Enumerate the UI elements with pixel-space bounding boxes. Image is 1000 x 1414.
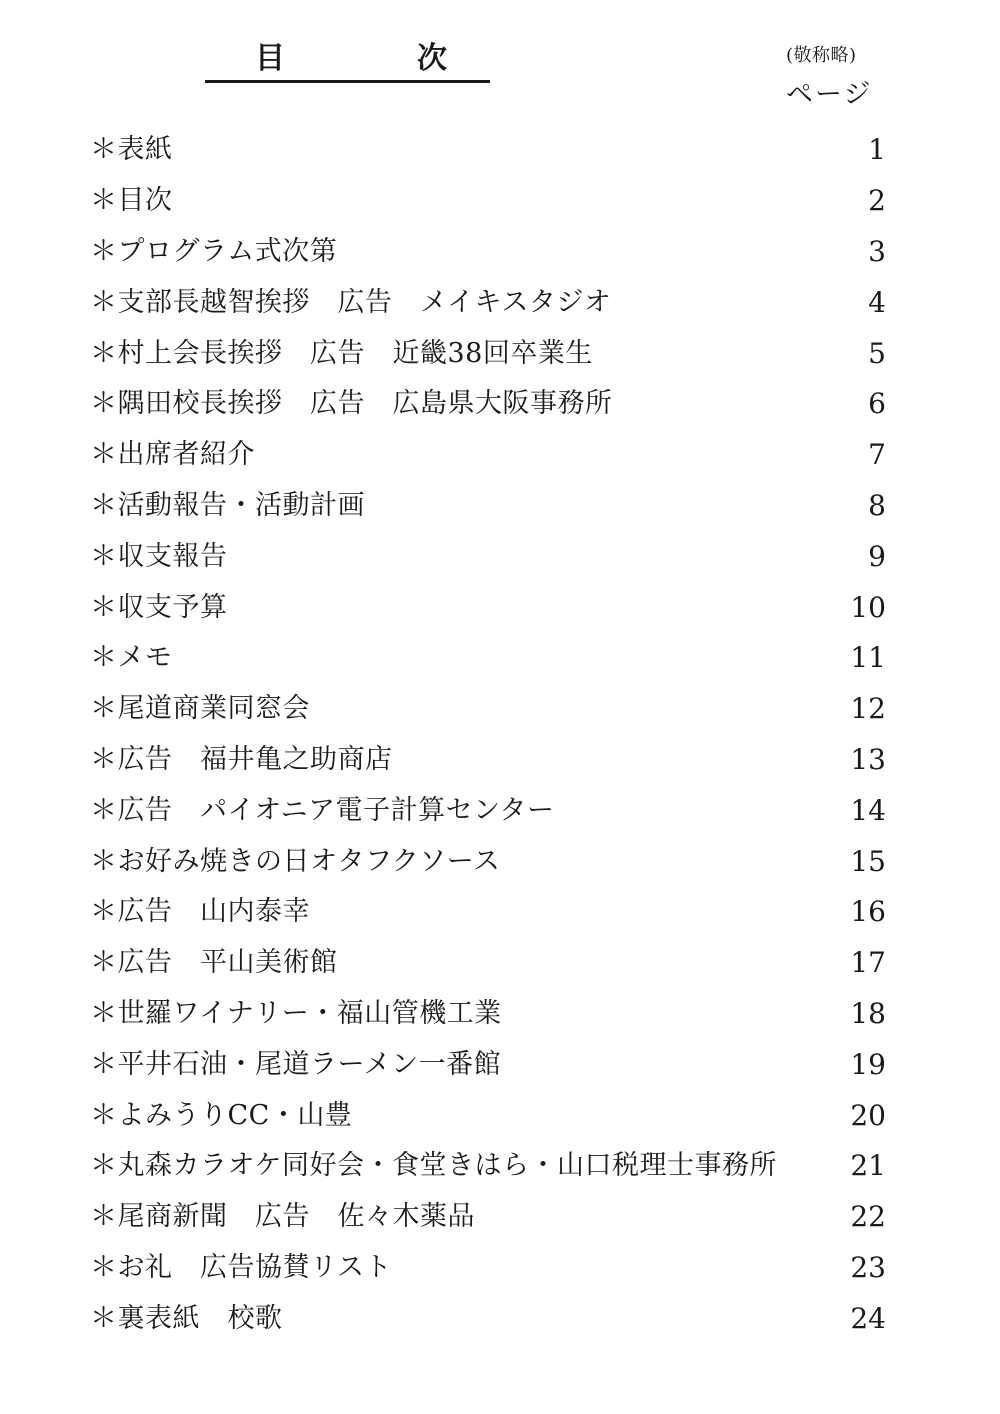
toc-entry-page: 21 bbox=[850, 1149, 886, 1183]
toc-entry-title: ＊広告 パイオニア電子計算センター bbox=[90, 794, 555, 826]
toc-entry-page: 23 bbox=[850, 1250, 886, 1284]
toc-entry-title: ＊村上会長挨拶 広告 近畿38回卒業生 bbox=[90, 337, 593, 369]
toc-entry bbox=[90, 379, 900, 430]
toc-entry-page: 20 bbox=[850, 1098, 886, 1132]
page-title bbox=[205, 42, 490, 83]
toc-entry-page: 8 bbox=[868, 488, 886, 522]
toc-entry-title: ＊出席者紹介 bbox=[90, 439, 255, 471]
toc-entry bbox=[90, 887, 900, 938]
toc-entry bbox=[90, 176, 900, 227]
toc-entry-title: ＊支部長越智挨拶 広告 メイキスタジオ bbox=[90, 286, 612, 318]
toc-entry-title: ＊尾道商業同窓会 bbox=[90, 693, 310, 725]
toc-entry-page: 6 bbox=[868, 387, 886, 421]
toc-entry-title: ＊目次 bbox=[90, 185, 173, 217]
toc-entry-title: ＊広告 平山美術館 bbox=[90, 947, 338, 979]
toc-entry-page: 11 bbox=[850, 641, 886, 675]
toc-entry bbox=[90, 1192, 900, 1243]
honorific-note: (敬称略) bbox=[786, 45, 857, 66]
toc-entry-page: 15 bbox=[850, 844, 886, 878]
toc-entry bbox=[90, 227, 900, 278]
toc-entry-title: ＊広告 山内泰幸 bbox=[90, 896, 310, 928]
toc-entry-title: ＊隅田校長挨拶 広告 広島県大阪事務所 bbox=[90, 388, 613, 420]
toc-entry-page: 18 bbox=[850, 996, 886, 1030]
toc-entry-page: 14 bbox=[850, 793, 886, 827]
toc-entry-title: ＊世羅ワイナリー・福山管機工業 bbox=[90, 997, 502, 1029]
toc-entry-page: 24 bbox=[850, 1301, 886, 1335]
toc-entry-page: 16 bbox=[850, 895, 886, 929]
toc-entry bbox=[90, 1243, 900, 1294]
toc-entry bbox=[90, 1293, 900, 1344]
toc-entry-page: 12 bbox=[850, 692, 886, 726]
toc-entry-title: ＊お礼 広告協賛リスト bbox=[90, 1251, 392, 1283]
table-of-contents bbox=[90, 125, 900, 1344]
toc-entry bbox=[90, 531, 900, 582]
toc-entry bbox=[90, 938, 900, 989]
toc-entry bbox=[90, 125, 900, 176]
toc-entry-title: ＊平井石油・尾道ラーメン一番館 bbox=[90, 1048, 502, 1080]
toc-entry-title: ＊裏表紙 校歌 bbox=[90, 1302, 283, 1334]
toc-entry-page: 2 bbox=[868, 184, 886, 218]
toc-entry-title: ＊収支報告 bbox=[90, 540, 228, 572]
toc-entry-page: 4 bbox=[868, 285, 886, 319]
toc-entry-title: ＊活動報告・活動計画 bbox=[90, 489, 365, 521]
page-title-char-2: 次 bbox=[417, 41, 447, 76]
toc-entry-title: ＊よみうりCC・山豊 bbox=[90, 1099, 353, 1131]
toc-entry bbox=[90, 684, 900, 735]
toc-entry-title: ＊プログラム式次第 bbox=[90, 235, 338, 267]
toc-entry bbox=[90, 989, 900, 1040]
toc-entry-title: ＊表紙 bbox=[90, 134, 173, 166]
toc-entry-page: 3 bbox=[868, 234, 886, 268]
page-column-label: ページ bbox=[786, 79, 873, 110]
toc-entry-page: 19 bbox=[850, 1047, 886, 1081]
toc-entry-page: 13 bbox=[850, 742, 886, 776]
toc-entry-title: ＊尾商新聞 広告 佐々木薬品 bbox=[90, 1201, 475, 1233]
toc-entry bbox=[90, 481, 900, 532]
toc-entry bbox=[90, 328, 900, 379]
toc-entry-page: 17 bbox=[850, 946, 886, 980]
toc-entry bbox=[90, 785, 900, 836]
toc-entry-title: ＊お好み焼きの日オタフクソース bbox=[90, 845, 501, 877]
toc-entry-page: 10 bbox=[850, 590, 886, 624]
toc-entry-page: 5 bbox=[868, 336, 886, 370]
toc-entry bbox=[90, 735, 900, 786]
toc-entry bbox=[90, 1090, 900, 1141]
page-title-char-1: 目 bbox=[255, 41, 285, 76]
toc-entry-title: ＊メモ bbox=[90, 642, 173, 674]
toc-entry-title: ＊広告 福井亀之助商店 bbox=[90, 743, 393, 775]
toc-entry-page: 9 bbox=[868, 539, 886, 573]
toc-entry bbox=[90, 836, 900, 887]
toc-entry-title: ＊収支予算 bbox=[90, 591, 228, 623]
toc-entry-title: ＊丸森カラオケ同好会・食堂きはら・山口税理士事務所 bbox=[90, 1150, 777, 1182]
toc-entry-page: 22 bbox=[850, 1200, 886, 1234]
toc-entry bbox=[90, 1039, 900, 1090]
toc-entry bbox=[90, 582, 900, 633]
toc-entry bbox=[90, 277, 900, 328]
toc-entry bbox=[90, 633, 900, 684]
toc-entry-page: 1 bbox=[868, 133, 886, 167]
toc-entry bbox=[90, 1141, 900, 1192]
toc-entry-page: 7 bbox=[868, 438, 886, 472]
toc-entry bbox=[90, 430, 900, 481]
